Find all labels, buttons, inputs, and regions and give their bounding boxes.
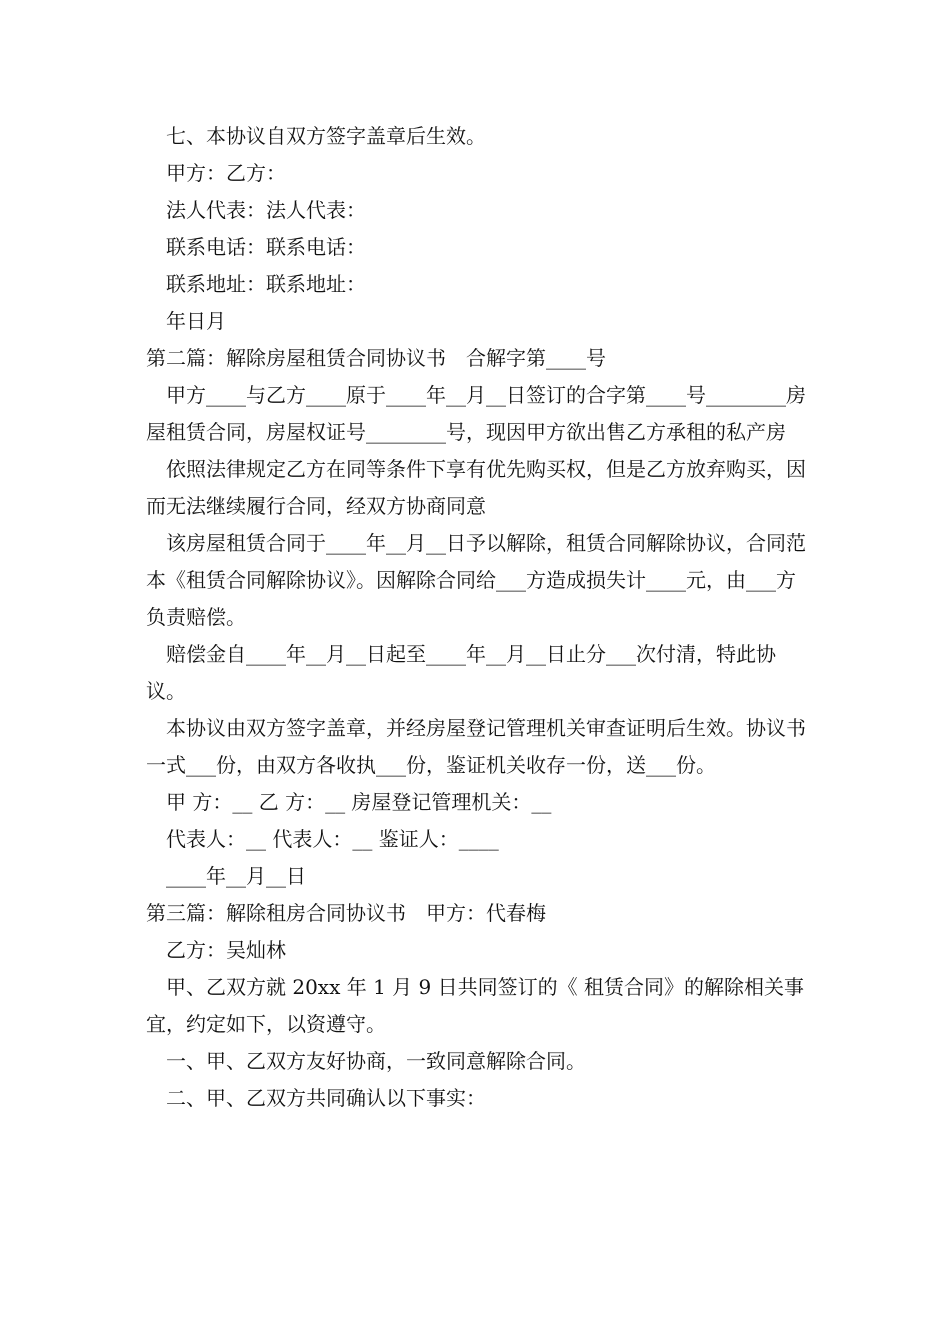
clause-one: 一、甲、乙双方友好协商，一致同意解除合同。 bbox=[166, 1049, 586, 1073]
clause-two: 二、甲、乙双方共同确认以下事实： bbox=[166, 1086, 486, 1110]
signature-address-line: 联系地址：联系地址： bbox=[166, 272, 366, 296]
section-heading-2: 第二篇：解除房屋租赁合同协议书 合解字第____号 bbox=[146, 346, 606, 370]
signature-date-line: 年日月 bbox=[166, 309, 226, 333]
signature-representatives-line: 代表人：__ 代表人：__ 鉴证人：____ bbox=[166, 827, 499, 851]
section-heading-3: 第三篇：解除租房合同协议书 甲方：代春梅 bbox=[146, 901, 546, 925]
party-b-line: 乙方：吴灿林 bbox=[166, 938, 286, 962]
paragraph-priority-right: 依照法律规定乙方在同等条件下享有优先购买权，但是乙方放弃购买，因而无法继续履行合同，经双方协商同意 bbox=[146, 457, 806, 518]
signature-legal-rep-line: 法人代表：法人代表： bbox=[166, 198, 366, 222]
paragraph-compensation: 赔偿金自____年__月__日起至____年__月__日止分___次付清，特此协议。 bbox=[146, 642, 776, 703]
document-body bbox=[146, 118, 810, 1117]
signature-party-line: 甲方：乙方： bbox=[166, 161, 286, 185]
paragraph-contract-background: 甲方____与乙方____原于____年__月__日签订的合字第____号________房屋租赁合同，房屋权证号________号，现因甲方欲出售乙方承租的私产房 bbox=[146, 383, 806, 444]
signature-date-blank-line: ____年__月__日 bbox=[166, 864, 306, 888]
paragraph-effectiveness: 本协议由双方签字盖章，并经房屋登记管理机关审查证明后生效。协议书一式___份，由双方各收执___份，鉴证机关收存一份，送___份。 bbox=[146, 716, 806, 777]
clause-seven: 七、本协议自双方签字盖章后生效。 bbox=[166, 124, 486, 148]
signature-phone-line: 联系电话：联系电话： bbox=[166, 235, 366, 259]
paragraph-preamble: 甲、乙双方就 20xx 年 1 月 9 日共同签订的《 租赁合同》的解除相关事宜，约定如下，以资遵守。 bbox=[146, 975, 804, 1036]
paragraph-termination: 该房屋租赁合同于____年__月__日予以解除，租赁合同解除协议，合同范本《租赁合同解除协议》。因解除合同给___方造成损失计____元，由___方负责赔偿。 bbox=[146, 531, 806, 629]
signature-parties-line: 甲 方：__ 乙 方：__ 房屋登记管理机关：__ bbox=[166, 790, 552, 814]
